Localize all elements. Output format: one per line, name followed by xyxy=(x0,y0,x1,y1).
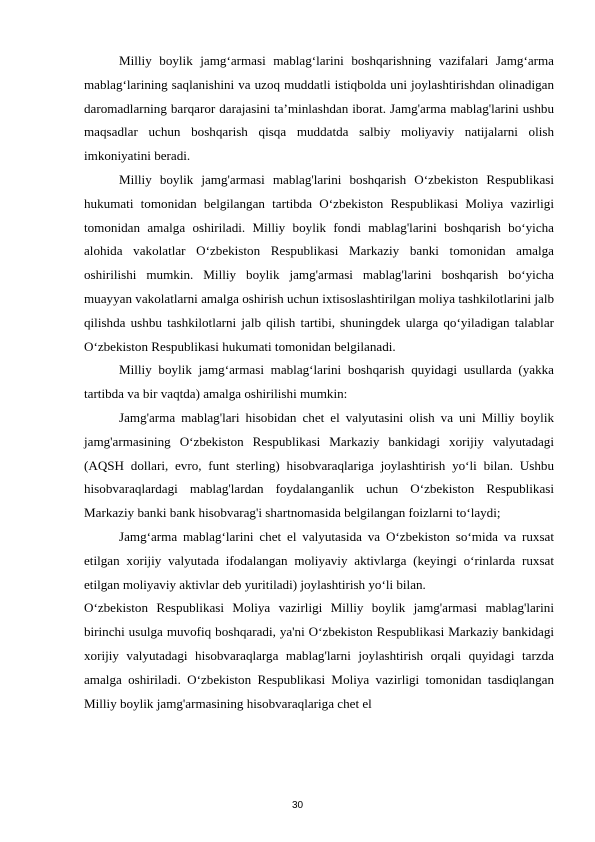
page-number: 30 xyxy=(291,800,304,811)
paragraph-4: Jamg'arma mablag'lari hisobidan chet el valyutasini olish va uni Milliy boylik jamg'armasining O‘zbekiston Respublikasi Markaziy bankidagi xorijiy valyutadagi (AQSH dollari, evro, funt sterling) hisobvaraqlariga joylashtirish yo‘li bilan. Ushbu hisobvaraqlardagi mablag'lardan foydalanganlik uchun O‘zbekiston Respublikasi Markaziy banki bank hisobvarag'i shartnomasida belgilangan foizlarni to‘laydi; xyxy=(84,409,554,521)
paragraph-1: Milliy boylik jamg‘armasi mablag‘larini boshqarishning vazifalari Jamg‘arma mablag‘larining saqlanishini va uzoq muddatli istiqbolda uni joylashtirishdan olinadigan daromadlarning barqaror darajasini ta’minlashdan iborat. Jamg'arma mablag'larini ushbu maqsadlar uchun boshqarish qisqa muddatda salbiy moliyaviy natijalarni olish imkoniyatini beradi. xyxy=(84,53,554,164)
paragraph-2: Milliy boylik jamg'armasi mablag'larini boshqarish O‘zbekiston Respublikasi hukumati tomonidan belgilangan tartibda O‘zbekiston Respublikasi Moliya vazirligi tomonidan amalga oshiriladi. Milliy boylik fondi mablag'larini boshqarish bo‘yicha alohida vakolatlar O‘zbekiston Respublikasi Markaziy banki tomonidan amalga oshirilishi mumkin. Milliy boylik jamg'armasi mablag'larini boshqarish bo‘yicha muayyan vakolatlarni amalga oshirish uchun ixtisoslashtirilgan moliya tashkilotlarini jalb qilishda ushbu tashkilotlarni jalb qilish tartibi, shuningdek ularga qo‘yiladigan talablar O‘zbekiston Respublikasi hukumati tomonidan belgilanadi. xyxy=(84,171,554,354)
page-body xyxy=(84,49,554,715)
paragraph-3: Milliy boylik jamg‘armasi mablag‘larini boshqarish quyidagi usullarda (yakka tartibda va bir vaqtda) amalga oshirilishi mumkin: xyxy=(84,362,554,402)
paragraph-5: Jamg‘arma mablag‘larini chet el valyutasida va O‘zbekiston so‘mida va ruxsat etilgan xorijiy valyutada ifodalangan moliyaviy aktivlarga (keyingi o‘rinlarda ruxsat etilgan moliyaviy aktivlar deb yuritiladi) joylashtirish yo‘li bilan. xyxy=(84,528,554,592)
paragraph-6: O‘zbekiston Respublikasi Moliya vazirligi Milliy boylik jamg'armasi mablag'larini birinchi usulga muvofiq boshqaradi, ya'ni O‘zbekiston Respublikasi Markaziy bankidagi xorijiy valyutadagi hisobvaraqlarga mablag'larni joylashtirish orqali quyidagi tarzda amalga oshiriladi. O‘zbekiston Respublikasi Moliya vazirligi tomonidan tasdiqlangan Milliy boylik jamg'armasining hisobvaraqlariga chet el xyxy=(84,600,554,711)
